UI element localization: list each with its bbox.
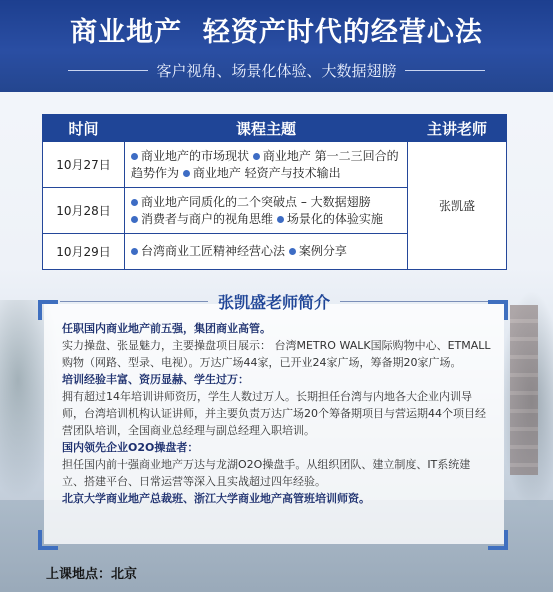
topic-item: 消费者与商户的视角思维 <box>141 211 274 226</box>
topic-item: 台湾商业工匠精神经营心法 <box>141 244 286 258</box>
date-cell: 10月28日 <box>43 188 125 234</box>
background-pagoda <box>510 305 538 475</box>
intro-highlight: 任职国内商业地产前五强，集团商业高管。 <box>62 322 271 335</box>
page-title: 商业地产 轻资产时代的经营心法 <box>70 17 483 48</box>
schedule-table <box>42 114 507 270</box>
corner-bracket-icon <box>38 530 58 550</box>
topic-item: 商业地产的市场现状 <box>141 148 250 163</box>
page-subtitle: 客户视角、场景化体验、大数据翅膀 <box>156 61 397 80</box>
topic-line <box>131 243 401 260</box>
topic-item: 商业地产同质化的二个突破点 – 大数据翅膀 <box>141 194 371 209</box>
bullet-icon <box>277 216 284 223</box>
intro-divider-right <box>340 301 488 302</box>
topic-cell <box>125 188 408 234</box>
bullet-icon <box>183 170 190 177</box>
intro-highlight: 培训经验丰富、资历显赫、学生过万： <box>62 373 249 386</box>
bullet-icon <box>253 153 260 160</box>
intro-highlight: 国内领先企业O2O操盘者： <box>62 441 199 454</box>
date-cell: 10月27日 <box>43 142 125 188</box>
intro-divider-left <box>60 301 208 302</box>
topic-item: 案例分享 <box>298 244 347 258</box>
topic-item: 场景化的体验实施 <box>286 211 383 226</box>
header-topic: 课程主题 <box>125 115 408 142</box>
topic-cell <box>125 234 408 270</box>
subtitle-divider-left <box>68 70 148 71</box>
teacher-cell: 张凯盛 <box>408 142 507 270</box>
bullet-icon <box>131 199 138 206</box>
header-teacher: 主讲老师 <box>408 115 507 142</box>
corner-bracket-icon <box>38 300 58 320</box>
intro-paragraph: 拥有超过14年培训讲师资历，学生人数过万人。长期担任台湾与内地各大企业内训导师，台湾培训机构认证讲师，并主要负责万达广场20个筹备期项目与营运期44个项目经营团队培训，全国商业总经理与副总经理入职培训。 <box>62 390 486 437</box>
topic-item: 商业地产 轻资产与技术输出 <box>192 165 341 180</box>
intro-highlight: 北京大学商业地产总裁班、浙江大学商业地产高管班培训师资。 <box>62 492 370 505</box>
date-cell: 10月29日 <box>43 234 125 270</box>
corner-bracket-icon <box>488 530 508 550</box>
topic-item: 商业地产 第一二三回合的趋势作为 <box>131 148 399 180</box>
topic-cell <box>125 142 408 188</box>
subtitle-row <box>0 60 553 80</box>
header-banner <box>0 0 553 92</box>
bullet-icon <box>131 153 138 160</box>
topic-line <box>131 194 401 228</box>
bullet-icon <box>131 216 138 223</box>
course-location: 上课地点：北京 <box>46 567 138 582</box>
schedule-header-row <box>43 115 507 142</box>
bullet-icon <box>289 248 296 255</box>
table-row <box>43 142 507 188</box>
intro-heading: 张凯盛老师简介 <box>218 292 331 312</box>
bullet-icon <box>131 248 138 255</box>
header-time: 时间 <box>43 115 125 142</box>
intro-paragraph: 担任国内前十强商业地产万达与龙湖O2O操盘手。从组织团队、建立制度、IT系统建立、搭建平台、日常运营等深入且实战超过四年经验。 <box>62 458 471 488</box>
corner-bracket-icon <box>488 300 508 320</box>
topic-line <box>131 148 401 182</box>
intro-body <box>62 320 492 507</box>
intro-paragraph: 实力操盘、张显魅力，主要操盘项目展示： 台湾METRO WALK国际购物中心、ETMALL购物（网路、型录、电视）。万达广场44家，已开业24家广场，筹备期20家广场。 <box>62 339 491 369</box>
subtitle-divider-right <box>405 70 485 71</box>
intro-heading-row <box>60 289 488 313</box>
